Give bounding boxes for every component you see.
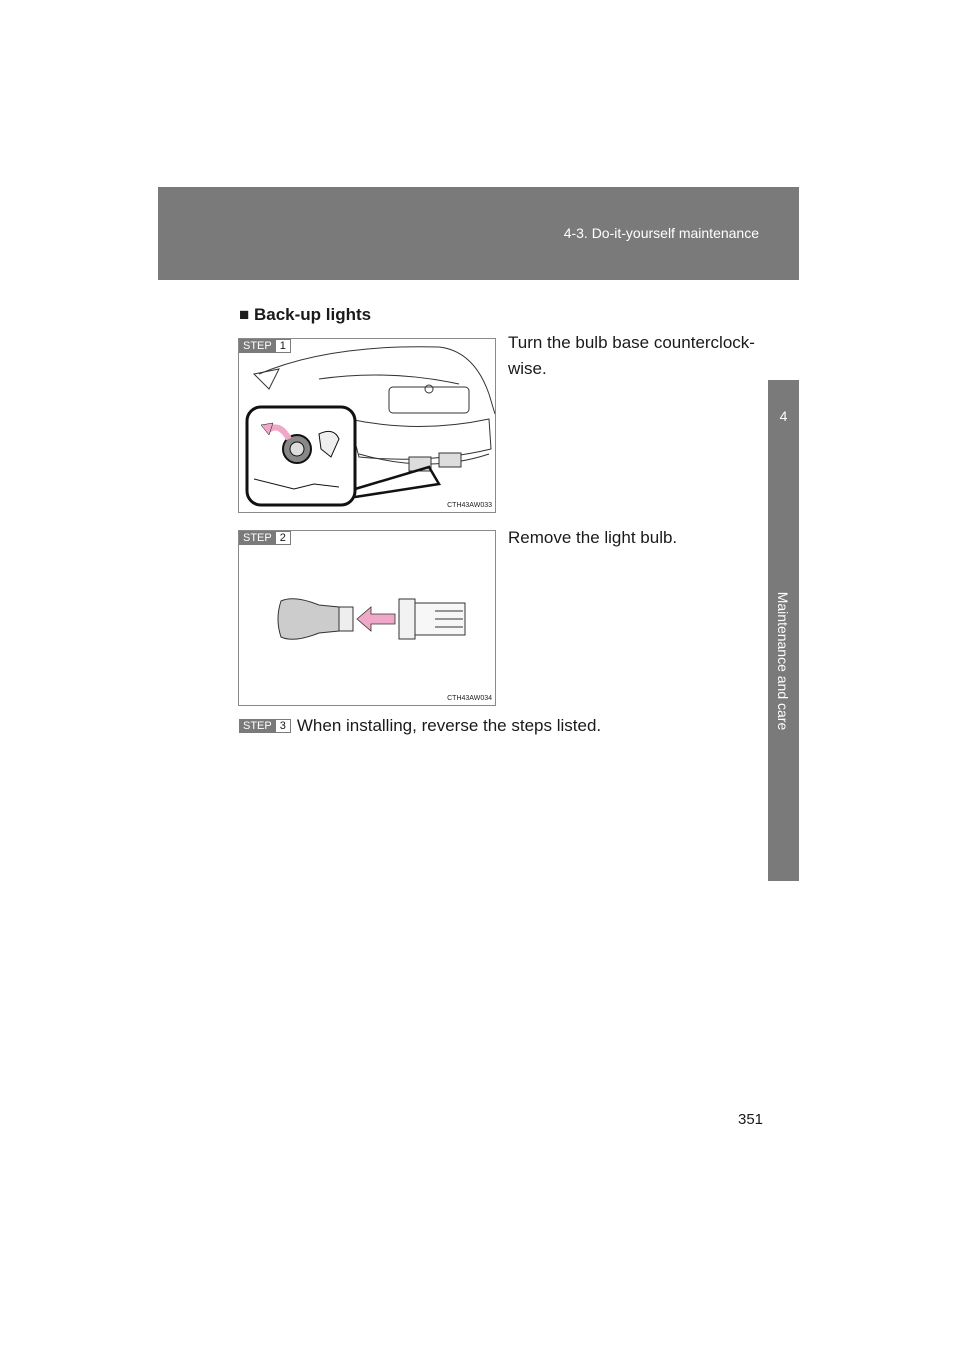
step-word: STEP xyxy=(239,531,276,545)
bulb-removal-illustration xyxy=(239,531,495,705)
chapter-header xyxy=(158,187,799,280)
chapter-side-tab xyxy=(768,453,799,881)
step3-text: When installing, reverse the steps listed. xyxy=(296,716,602,735)
step3-row xyxy=(239,716,601,736)
step-number: 1 xyxy=(276,339,291,353)
chapter-tab-number: 4 xyxy=(768,380,799,453)
step2-figure xyxy=(238,530,496,706)
step2-badge xyxy=(239,531,291,545)
chapter-tab-label: Maintenance and care xyxy=(775,591,791,731)
step1-text: Turn the bulb base counterclock-wise. xyxy=(508,333,755,378)
section-title: 4-3. Do-it-yourself maintenance xyxy=(563,225,759,241)
figure-code: CTH43AW033 xyxy=(447,502,492,509)
page-number: 351 xyxy=(738,1111,764,1128)
step-number: 3 xyxy=(276,719,291,733)
car-rear-illustration xyxy=(239,339,495,512)
step1-figure xyxy=(238,338,496,513)
step1-badge xyxy=(239,339,291,353)
step-word: STEP xyxy=(239,339,276,353)
step-word: STEP xyxy=(239,719,276,733)
step-number: 2 xyxy=(276,531,291,545)
section-heading: ■ Back-up lights xyxy=(239,305,372,324)
figure-code: CTH43AW034 xyxy=(447,695,492,702)
step2-text: Remove the light bulb. xyxy=(508,528,678,547)
step3-badge xyxy=(239,719,291,733)
